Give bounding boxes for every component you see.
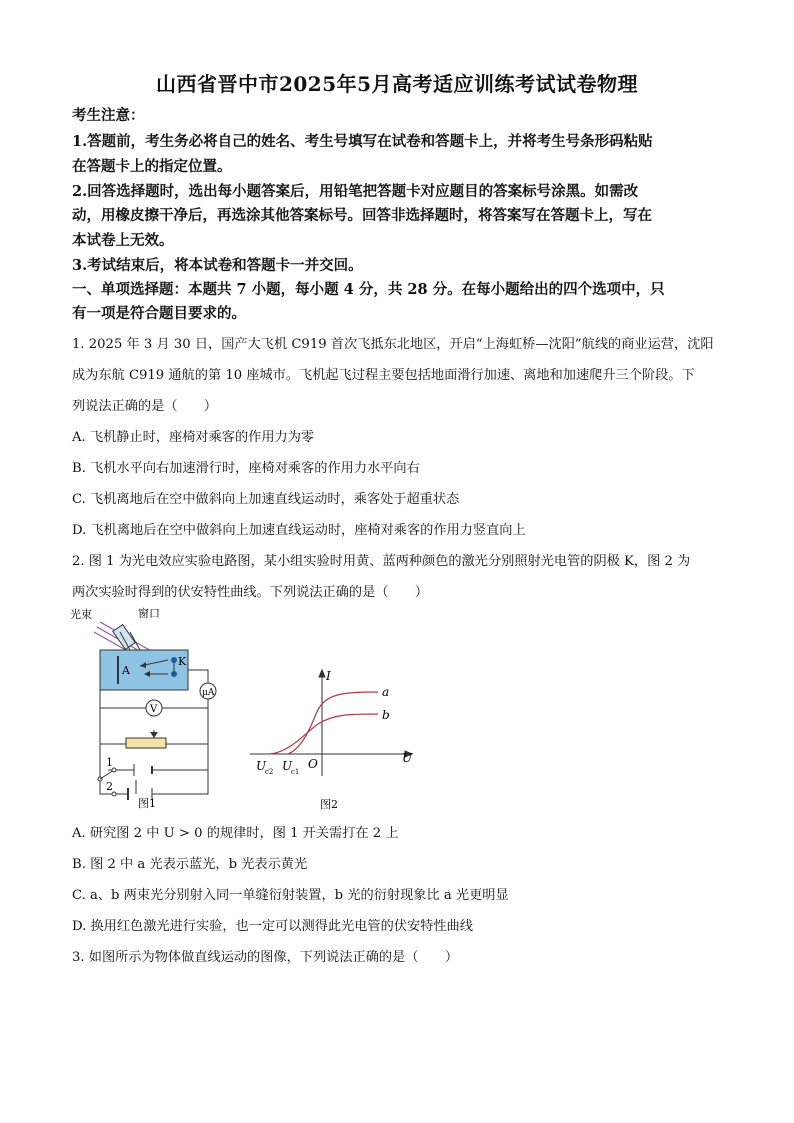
label-U: U [402,751,413,765]
section-heading-1: 一、单项选择题：本题共 7 小题，每小题 4 分，共 28 分。在每小题给出的四个选项中，只 [72,281,665,298]
label-window: 窗口 [138,607,160,620]
label-light: 光束 [70,608,92,621]
q1-stem-line-2: 成为东航 C919 通航的第 10 座城市。飞机起飞过程主要包括地面滑行加速、离地和加速爬升三个阶段。下 [72,368,695,383]
label-Uc1-sub: c1 [291,768,300,776]
figure-2-caption: 图2 [320,798,338,811]
label-I: I [326,669,331,683]
curve-b [270,714,378,754]
q1-option-a: A. 飞机静止时，座椅对乘客的作用力为零 [72,430,315,445]
label-K: K [178,655,187,668]
label-Uc2-sub: c2 [265,768,274,776]
label-curve-b: b [382,708,390,722]
label-1: 1 [106,756,113,769]
q1-stem-line-1: 1. 2025 年 3 月 30 日，国产大飞机 C919 首次飞抵东北地区，开启“上海虹桥—沈阳”航线的商业运营，沈阳 [72,337,714,352]
notice-line-1: 1.答题前，考生务必将自己的姓名、考生号填写在试卷和答题卡上，并将考生号条形码粘贴 [72,133,653,150]
q2-option-c: C. a、b 两束光分别射入同一单缝衍射装置，b 光的衍射现象比 a 光更明显 [72,888,509,903]
q1-option-b: B. 飞机水平向右加速滑行时，座椅对乘客的作用力水平向右 [72,461,420,476]
figure-1-caption: 图1 [138,797,156,810]
window [113,625,135,650]
notice-line-3: 2.回答选择题时，选出每小题答案后，用铅笔把答题卡对应题目的答案标号涂黑。如需改 [72,183,639,200]
q2-option-b: B. 图 2 中 a 光表示蓝光，b 光表示黄光 [72,857,308,872]
figure-2-iu-curves [250,664,420,814]
notice-heading: 考生注意： [72,107,145,124]
q1-option-d: D. 飞机离地后在空中做斜向上加速直线运动时，座椅对乘客的作用力竖直向上 [72,523,526,538]
q1-option-c: C. 飞机离地后在空中做斜向上加速直线运动时，乘客处于超重状态 [72,492,460,507]
label-A: A [122,664,130,677]
curve-a [288,692,378,754]
q3-stem: 3. 如图所示为物体做直线运动的图像，下列说法正确的是（ ） [72,950,459,965]
label-O: O [308,757,318,771]
notice-line-4: 动，用橡皮擦干净后，再选涂其他答案标号。回答非选择题时，将答案写在答题卡上，写在 [72,207,652,224]
page-title: 山西省晋中市2025年5月高考适应训练考试试卷物理 [155,72,639,96]
label-curve-a: a [382,685,390,699]
q2-option-d: D. 换用红色激光进行实验，也一定可以测得此光电管的伏安特性曲线 [72,919,473,934]
label-Uc1: U [282,759,293,773]
section-heading-2: 有一项是符合题目要求的。 [72,305,246,322]
notice-line-2: 在答题卡上的指定位置。 [72,158,232,175]
q2-option-a: A. 研究图 2 中 U > 0 的规律时，图 1 开关需打在 2 上 [72,826,399,841]
notice-line-6: 3.考试结束后，将本试卷和答题卡一并交回。 [72,257,363,274]
label-V: V [150,704,158,715]
label-2: 2 [106,780,113,793]
q2-stem-line-1: 2. 图 1 为光电效应实验电路图，某小组实验时用黄、蓝两种颜色的激光分别照射光电管的阴极 K，图 2 为 [72,554,691,569]
photo-tube [100,650,188,690]
rheostat [126,738,166,748]
label-Uc2: U [256,759,267,773]
q2-stem-line-2: 两次实验时得到的伏安特性曲线。下列说法正确的是（ ） [72,585,429,600]
notice-line-5: 本试卷上无效。 [72,232,174,249]
figure-1-circuit [70,604,240,810]
q1-stem-line-3: 列说法正确的是（ ） [72,399,218,414]
label-uA: μA [202,688,215,698]
